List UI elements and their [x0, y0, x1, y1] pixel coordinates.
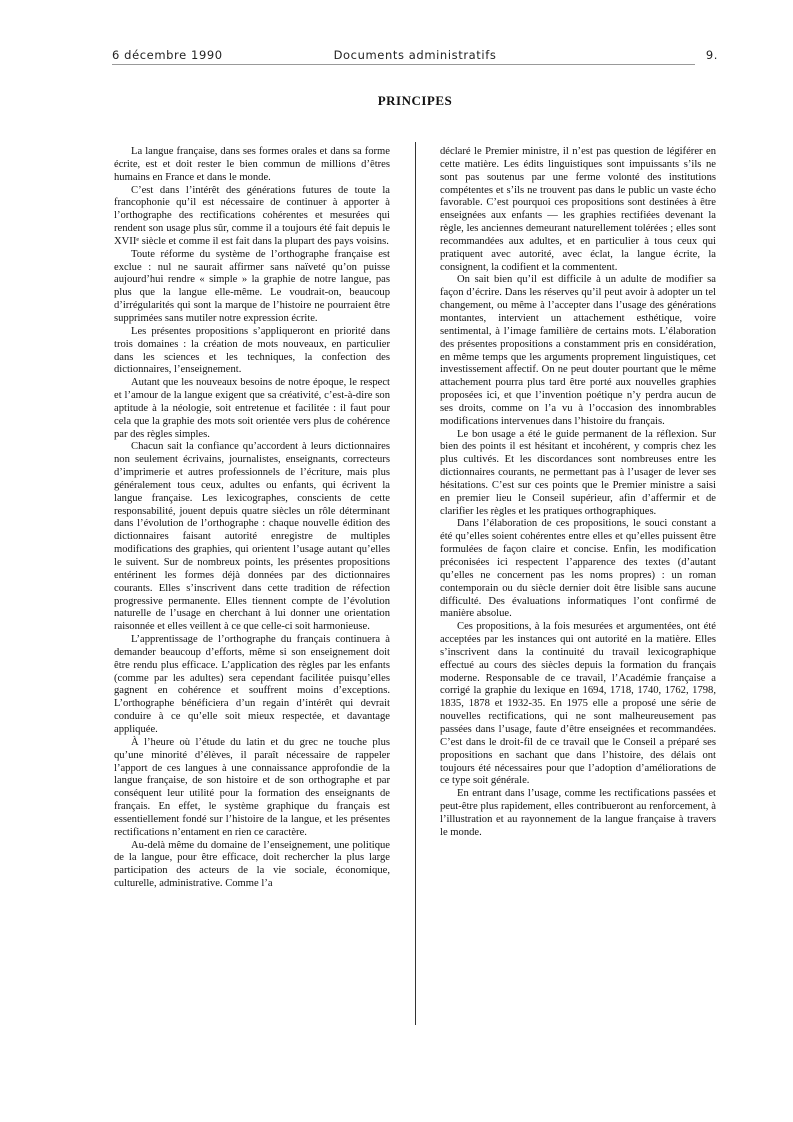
- paragraph: Au-delà même du domaine de l’enseignement, une politique de la langue, pour être efficace, doit rechercher la plus large participation des acteurs de la vie sociale, économique, culturelle, administrative. Comme l’a: [114, 839, 390, 890]
- paragraph: La langue française, dans ses formes orales et dans sa forme écrite, est et doit rester le bien commun de millions d’êtres humains en France et dans le monde.: [114, 146, 390, 183]
- paragraph: En entrant dans l’usage, comme les rectifications passées et peut-être plus rapidement, elles contribueront au renforcement, à l’illustration et au rayonnement de la langue française à travers le monde.: [440, 788, 716, 838]
- right-column: [440, 146, 716, 840]
- header-rule: [112, 64, 695, 65]
- paragraph: Les présentes propositions s’appliqueront en priorité dans trois domaines : la création de mots nouveaux, en particulier dans les sciences et les techniques, la confection des dictionnaires, l’enseignement.: [114, 325, 390, 376]
- paragraph-continued: déclaré le Premier ministre, il n’est pas question de légiférer en cette matière. Les édits linguistiques sont impuissants s’ils ne sont pas soutenus par une ferme volonté des institutions compétentes et s’ils ne trouvent pas dans le public un vaste écho favorable. C’est pourquoi ces propositions sont destinées à être enseignées aux enfants — les graphies rectifiées devenant la règle, les anciennes demeurant naturellement tolérées ; elles sont recommandées aux adultes, et en particulier à tous ceux qui pratiquent avec autorité, avec éclat, la langue écrite, la consignent, la codifient et la commentent.: [440, 146, 716, 273]
- paragraph: À l’heure où l’étude du latin et du grec ne touche plus qu’une minorité d’élèves, il paraît nécessaire de rappeler l’apport de ces langues à une connaissance approfondie de la langue française, de son histoire et de son orthographe et par conséquent leur utilité pour la formation des enseignants de français. En effet, le système graphique du français est essentiellement fondé sur l’histoire de la langue, et les présentes rectifications n’entament en rien ce caractère.: [114, 736, 390, 838]
- header-date: 6 décembre 1990: [112, 48, 223, 62]
- paragraph: Chacun sait la confiance qu’accordent à leurs dictionnaires non seulement écrivains, journalistes, enseignants, correcteurs d’imprimerie et autres professionnels de l’écriture, mais plus généralement tous ceux, adultes ou enfants, qui écrivent la langue française. Les lexicographes, conscients de cette responsabilité, jouent depuis quatre siècles un rôle déterminant dans l’évolution de l’orthographe : chaque nouvelle édition des dictionnaires faisant autorité enregistre de multiples modifications des graphies, qui orientent l’usage autant qu’elles le suivent. Sur de nombreux points, les présentes propositions entérinent les formes déjà données par des dictionnaires courants. Elles s’inscrivent dans cette tradition de réfection progressive permanente. Elles tiennent compte de l’évolution naturelle de l’usage en cherchant à lui donner une orientation raisonnée et elles veillent à ce que celle-ci soit harmonieuse.: [114, 441, 390, 633]
- header-publication: Documents administratifs: [333, 48, 497, 62]
- section-title: PRINCIPES: [377, 93, 453, 108]
- paragraph: L’apprentissage de l’orthographe du français continuera à demander beaucoup d’efforts, même si son enseignement doit être rendu plus efficace. L’application des règles par les enfants (comme par les adultes) sera cependant facilitée puisqu’elles gagnent en cohérence et souffrent moins d’exceptions. L’orthographe bénéficiera d’un regain d’intérêt qui devrait conduire à ce qu’elle soit mieux respectée, et davantage appliquée.: [114, 634, 390, 735]
- paragraph: Le bon usage a été le guide permanent de la réflexion. Sur bien des points il est hésitant et incohérent, y compris chez les plus cultivés. Et les discordances sont nombreuses entre les dictionnaires courants, ne permettant pas à l’usager de lever ses hésitations. C’est sur ces points que le Premier ministre a saisi en premier lieu le Conseil supérieur, afin d’affermir et de clarifier les règles et les pratiques orthographiques.: [440, 428, 716, 517]
- left-column: [114, 146, 390, 891]
- paragraph: Dans l’élaboration de ces propositions, le souci constant a été qu’elles soient cohérentes entre elles et qu’elles puissent être formulées de façon claire et concise. Enfin, les modification préconisées ici respectent l’apparence des textes (d’autant qu’elles ne concernent pas les noms propres) : un roman contemporain ou du siècle dernier doit être lisible sans aucune difficulté. Des évaluations informatiques l’ont confirmé de manière absolue.: [440, 518, 716, 620]
- paragraph: On sait bien qu’il est difficile à un adulte de modifier sa façon d’écrire. Dans les réserves qu’il peut avoir à adopter un tel changement, ou même à l’accepter dans l’usage des générations montantes, intervient un attachement esthétique, voire sentimental, à l’image familière de certains mots. L’élaboration des présentes propositions a constamment pris en considération, en même temps que les arguments proprement linguistiques, cet investissement affectif. On ne peut douter pourtant que le même attachement pourra plus tard être porté aux nouvelles graphies proposées ici, et que l’invention poétique n’y perdra aucun de ses droits, comme on l’a vu à l’occasion des innombrables modifications intervenues dans l’histoire du français.: [440, 274, 716, 427]
- column-divider: [415, 142, 416, 1025]
- paragraph: Ces propositions, à la fois mesurées et argumentées, ont été acceptées par les instances qui ont autorité en la matière. Elles s’inscrivent dans la continuité du travail lexicographique effectué au cours des siècles depuis la formation du français moderne. Responsable de ce travail, l’Académie française a corrigé la graphie du lexique en 1694, 1718, 1740, 1762, 1798, 1835, 1878 et 1932-35. En 1975 elle a proposé une série de nouvelles rectifications, qui ne sont malheureusement pas passées dans l’usage, faute d’être enseignées et recommandées. C’est dans le droit-fil de ce travail que le Conseil a préparé ses propositions en sachant que dans l’histoire, des délais ont toujours été nécessaires pour que l’adoption d’améliorations de ce type soit générale.: [440, 621, 716, 787]
- paragraph: C’est dans l’intérêt des générations futures de toute la francophonie qu’il est nécessaire de continuer à apporter à l’orthographe des rectifications cohérentes et mesurées qui rendent son usage plus sûr, comme il a toujours été fait depuis le XVIIᵉ siècle et comme il est fait dans la plupart des pays voisins.: [114, 184, 390, 247]
- header-page-number: 9.: [705, 48, 718, 62]
- paragraph: Autant que les nouveaux besoins de notre époque, le respect et l’amour de la langue exigent que sa créativité, c’est-à-dire son aptitude à la néologie, soit entretenue et facilitée : il faut pour cela que la graphie des mots soit orientée vers plus de cohérence par des règles simples.: [114, 377, 390, 440]
- paragraph: Toute réforme du système de l’orthographe française est exclue : nul ne saurait affirmer sans naïveté qu’on puisse aujourd’hui rendre « simple » la graphie de notre langue, pas plus que la langue elle-même. Le voudrait-on, beaucoup d’irrégularités qui sont la marque de l’histoire ne pourraient être supprimées sans mutiler notre expression écrite.: [114, 248, 390, 324]
